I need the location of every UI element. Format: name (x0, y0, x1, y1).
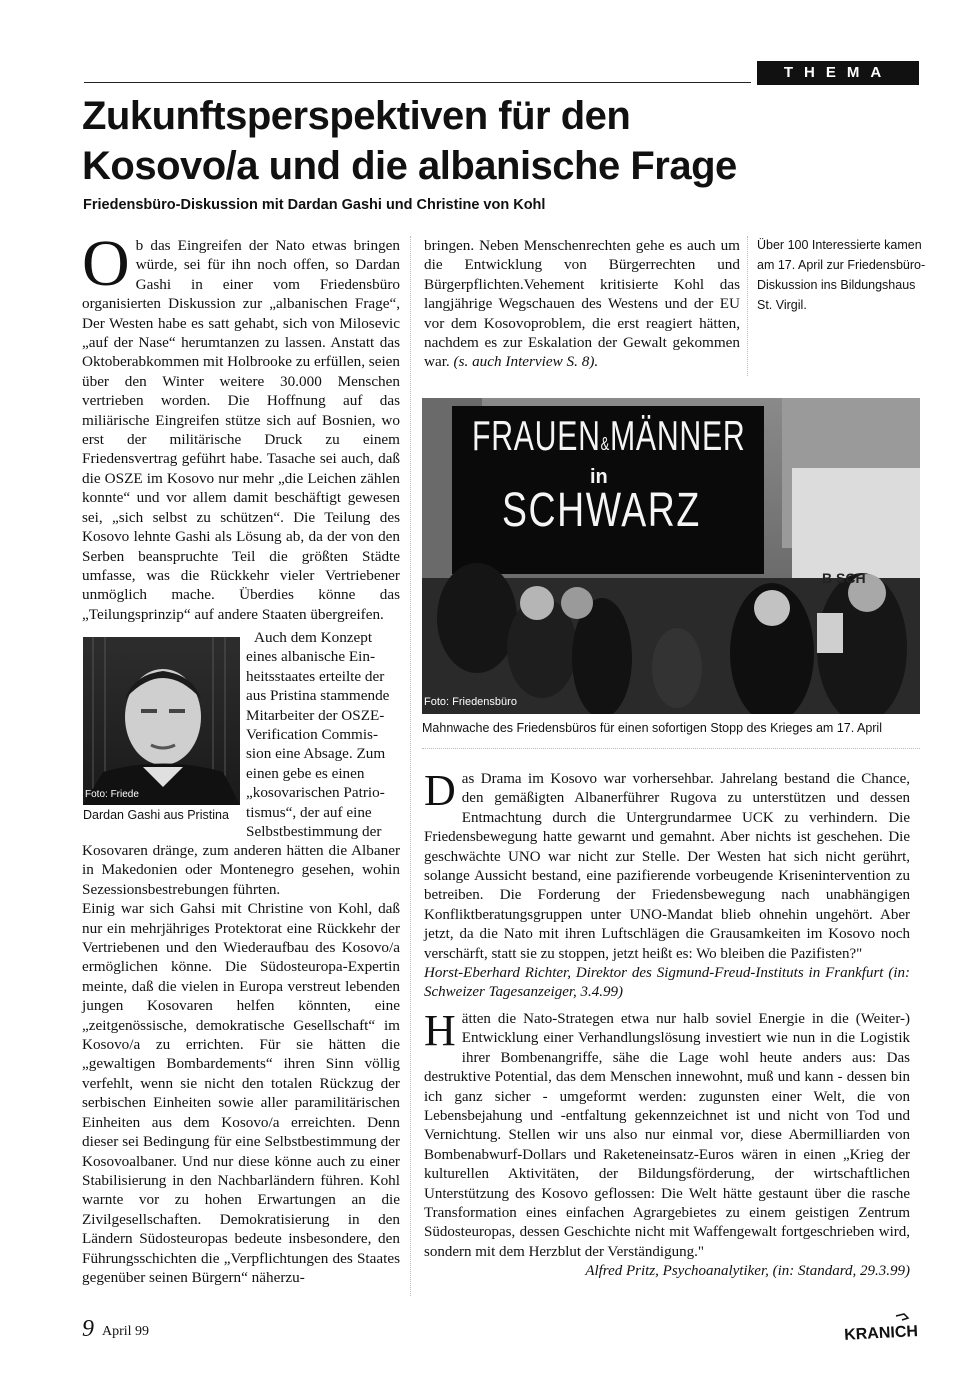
quote-pritz-source: Alfred Pritz, Psychoanalytiker, (in: Standard, 29.3.99) (585, 1263, 910, 1280)
col1-paragraph-3: Einig war sich Gahsi mit Christine von Kohl, daß nur ein mehrjähriges Protektorat eine Rückkehr der Vertriebenen und den Wiederaufbau des Kosovo/a ermöglichen könne. Die Südosteuropa-Expertin meinte, daß die vielen in Europa verstreut lebenden jungen Kosovaren helfen könnten, eine „zeitgenössische, demokratische Gesellschaft“ im Kosovo/a zu errichten. Für sie hätten die „gewaltigen Bombardements“ ihren Sinn völlig verfehlt, wenn sie nicht den totalen Rückzug der serbischen Einheiten sowie aller paramilitärischen Einheiten aus dem Kosovo/a erreichten. Denn dieser sei Bedingung für eine Selbstbestimmung der Kosovoalbaner. Und nur diese könne auch zu einer Stabilisierung in den Nachbarländern führen. Kohl warnte vor zu hohen Erwartungen an die Zivilgesellschaften. Demokratisierung in den Ländern Südosteuropas bedeute insbesondere, den Führungsschichten die „Verpflichtungen des Staates gegenüber seinen Bürgern“ näherzu- (82, 900, 400, 1286)
col1-paragraph-1: b das Eingreifen der Nato etwas bringen würde, sei für ihn noch offen, so Dardan Gashi in einer vom Friedensbüro organisierten Diskussion zur „albanischen Frage“, Der Westen habe es satt gehabt, sich von Milosevic „auf der Nase“ herumtanzen zu lassen. Anstatt das Oktoberabkommen mit Holbrooke zu erfüllen, seien über den Winter weitere 30.000 Menschen vertrieben worden. Die Hoffnung auf das miliärische Eingreifen stütze sich auf Bosnien, wo erst der militärische Druck zu einem Friedensvertrag geführt habe. Tasache sei auch, daß die OSZE im Kosovo nur mehr „die Leichen zählen konnte“ und vor allem damit beschäftigt gewesen sei, „sich selbst zu schützen“. Die Teilung des Kosovo lehnte Gashi als Lösung ab, da der von den Serben beanspruchte Teil die größten Städte umfasse, was die Rückkehr vieler Vertriebener unmöglich mache. Überdies könne das „Teilungsprinzip“ auf andere Staaten übergreifen. (82, 237, 401, 623)
dropcap-d: D (424, 766, 456, 815)
column-divider (410, 236, 411, 1296)
dropcap-o: O (82, 227, 130, 300)
column-1-bottom (82, 841, 400, 1287)
wrap-line: Auch dem Konzept (254, 629, 373, 646)
banner-text-line-3: SCHWARZ (502, 484, 701, 537)
portrait-credit: Foto: Friede (85, 789, 139, 800)
wrap-line: „kosovarischen Patrio- (246, 784, 385, 802)
banner-text-line-2: in (590, 466, 608, 488)
page-number: 9 (82, 1316, 94, 1342)
interview-reference: (s. auch Interview S. 8). (453, 353, 599, 371)
kranich-logo-mark (842, 1310, 918, 1350)
photo-mahnwache (422, 398, 920, 714)
photo-dardan-gashi (83, 637, 240, 805)
title-line-2: Kosovo/a und die albanische Frage (82, 144, 737, 188)
dropcap-h: H (424, 1006, 456, 1055)
wrap-line: Mitarbeiter der OSZE- (246, 706, 385, 724)
svg-text:KRANICH: KRANICH (843, 1323, 918, 1344)
photo-caption: Mahnwache des Friedensbüros für einen sofortigen Stopp des Krieges am 17. April (422, 721, 882, 735)
wrap-line: Verification Commis- (246, 726, 379, 744)
wrap-line: tismus“, der auf eine (246, 803, 372, 821)
column-1-wrap (246, 628, 400, 841)
sign-text: B SCH (822, 570, 866, 586)
quote-richter (424, 766, 910, 1003)
banner-word-maenner: MÄNNER (610, 412, 746, 459)
banner-ampersand: & (600, 434, 611, 454)
issue-date: April 99 (102, 1324, 150, 1339)
wrap-line: eines albanische Ein- (246, 648, 376, 666)
column-divider (747, 236, 748, 376)
column-1-top (82, 227, 401, 624)
side-caption: Über 100 Interessierte kamen am 17. April zur Friedensbüro-Diskussion ins Bildungshaus St. Virgil. (757, 238, 926, 312)
article-title (82, 91, 842, 191)
quote-richter-text: as Drama im Kosovo war vorhersehbar. Jahrelang bestand die Chance, den gemäßigten Albanerführer Rugova zu unterstützen und dessen Entmachtung durch die Untergrundarmee UCK zu verhindern. Die Friedensbewegung hatte gewarnt und gemahnt. Aber nichts ist geschehen. Die geschwächte UNO war nicht zur Stelle. Der Westen hat sich nicht gerührt, solange Aussicht bestand, eine pazifierende vorbeugende Krisenintervention zu betreiben. Die Forderung der Friedensbewegung nach unabhängigen Konfliktberatungsgruppen unter UNO-Mandat blieb ohnehin ungehört. Aber jetzt, da die Nato mit ihren Luftschlägen die Grausamkeiten im Kosovo noch verschärft, statt sie zu stoppen, jetzt heißt es: Wo bleiben die Pazifisten?" (424, 771, 910, 962)
column-2-top (424, 236, 740, 372)
section-label: THEMA (757, 61, 919, 85)
banner-text-line-1 (472, 412, 746, 460)
col2-paragraph: bringen. Neben Menschenrechten gehe es auch um die Entwicklung von Bürgerrechten und Bürgerpflichten.Vehement kritisierte Kohl das langjährige Wegschauen des Westens und der EU vor dem Kosovoproblem, die erst reagiert hätten, nachdem es zur Eskalation der Gewalt gekommen war. (424, 237, 740, 371)
article-subtitle: Friedensbüro-Diskussion mit Dardan Gashi und Christine von Kohl (83, 197, 546, 213)
col1-paragraph-2-rest: Kosovaren dränge, zum anderen hätten die Albaner in Makedonien oder Montenegro gesehen, wohin Sezessionsbestrebungen führten. (82, 842, 400, 898)
portrait-caption: Dardan Gashi aus Pristina (83, 808, 229, 822)
wrap-line: Selbstbestimmung der (246, 823, 382, 841)
wrap-line: heitsstaates erteilte der (246, 667, 385, 685)
wrap-line: aus Pristina stammende (246, 687, 390, 705)
wrap-line: einen gebe es einen (246, 764, 365, 782)
kranich-logo (842, 1310, 918, 1350)
banner-word-frauen: FRAUEN (472, 412, 601, 459)
header-rule (84, 82, 751, 83)
wrap-line: sion eine Absage. Zum (246, 745, 386, 763)
quote-pritz-text: ätten die Nato-Strategen etwa nur halb soviel Energie in die (Weiter-) Entwicklung einer Verhandlungslösung investiert wie nun in die Logistik ihrer Bombenangriffe, sähe die Lage wohl heute anders aus: Das destruktive Potential, das dem Menschen innewohnt, muß und kann - dessen bin ich ganz sicher - umgeformt werden: zugunsten einer Welt, die von Lebensbejahung und -entfaltung gekennzeichnet ist und nicht von Tod und Vernichtung. Stellen wir uns also nur einmal vor, diese Abermilliarden von Bombenabwurf-Dollars und Raketeneinsatz-Euros wären in einen „Krieg der kulturellen Aktivitäten, der Bildungsförderung, der wirtschaftlichen Unterstützung des Kosovo geflossen: Die Welt hätte gestaunt über die rasche Transformation eines einfachen Agrargebietes zu einem geistigen Zentrum Südosteuropas, dessen Geschichte nicht mit Waffengewalt fortgeschrieben wird, sondern mit dem Herzblut der Verständigung." (424, 1011, 910, 1260)
quote-richter-source: Horst-Eberhard Richter, Direktor des Sigmund-Freud-Instituts in Frankfurt (in: Schweizer Tagesanzeiger, 3.4.99) (424, 965, 910, 1001)
portrait-image (83, 637, 240, 805)
photo-credit: Foto: Friedensbüro (424, 696, 517, 708)
title-line-1: Zukunftsperspektiven für den (82, 94, 631, 138)
caption-divider (422, 748, 920, 749)
quote-pritz (424, 1006, 910, 1282)
